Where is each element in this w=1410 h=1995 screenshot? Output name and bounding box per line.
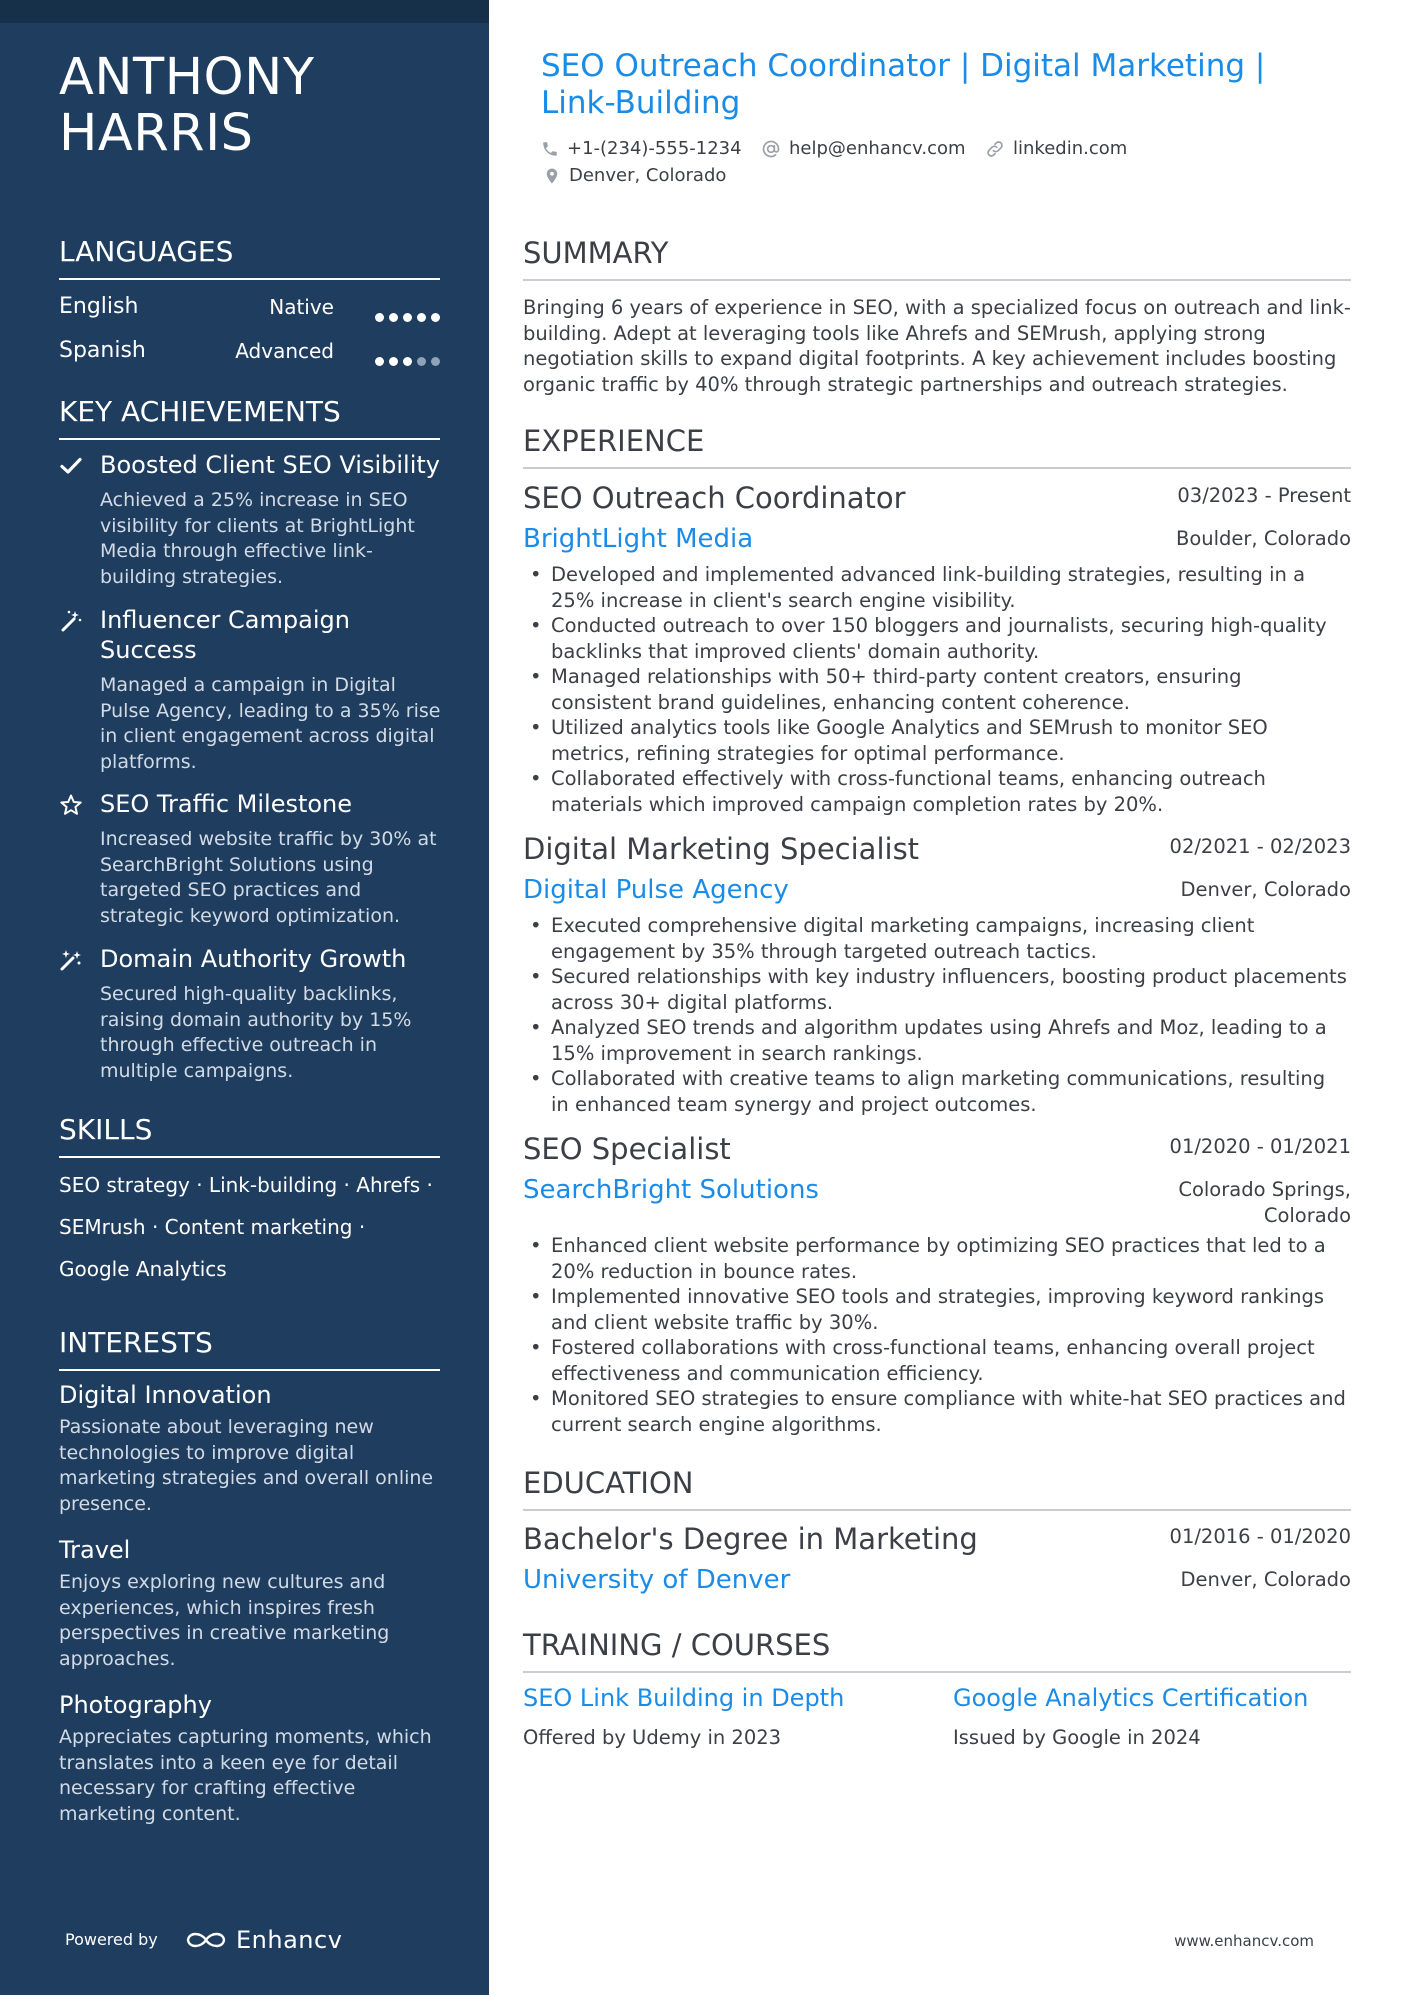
skills-line: SEO strategy · Link-building · Ahrefs ·	[59, 1173, 433, 1197]
skills-heading: SKILLS	[59, 1113, 440, 1158]
list-item: • Conducted outreach to over 150 bloggers and journalists, securing high-quality backlinks that improved clients' domain authority.	[528, 613, 1348, 664]
language-row	[59, 292, 440, 322]
list-item: • Executed comprehensive digital marketing campaigns, increasing client engagement by 35% through targeted outreach tactics.	[528, 913, 1348, 964]
headline: SEO Outreach Coordinator | Digital Marketing | Link-Building	[541, 48, 1266, 121]
language-name: English	[59, 294, 139, 319]
list-item: • Collaborated effectively with cross-functional teams, enhancing outreach materials which improved campaign completion rates by 20%.	[528, 766, 1348, 817]
list-item: • Managed relationships with 50+ third-party content creators, ensuring consistent brand guidelines, enhancing content coherence.	[528, 664, 1348, 715]
list-item: • Analyzed SEO trends and algorithm updates using Ahrefs and Moz, leading to a 15% improvement in search rankings.	[528, 1015, 1348, 1066]
course-description: Offered by Udemy in 2023	[523, 1726, 782, 1749]
experience-heading: EXPERIENCE	[523, 424, 1351, 469]
languages-heading: LANGUAGES	[59, 235, 440, 280]
list-item: • Implemented innovative SEO tools and strategies, improving keyword rankings and client website traffic by 30%.	[528, 1284, 1348, 1335]
job-location	[1178, 1177, 1351, 1229]
course-title[interactable]: Google Analytics Certification	[953, 1684, 1309, 1712]
achievement-title: Domain Authority Growth	[100, 945, 407, 973]
interest-item	[59, 1380, 440, 1517]
phone-icon	[541, 140, 559, 158]
linkedin-url: linkedin.com	[1013, 138, 1128, 159]
achievement-description: Achieved a 25% increase in SEO visibility for clients at BrightLight Media through effective link-building strategies.	[100, 489, 415, 588]
phone-number: +1-(234)-555-1234	[567, 138, 742, 159]
powered-by-label: Powered by	[65, 1930, 158, 1949]
contact-phone[interactable]	[541, 137, 742, 161]
list-item: • Secured relationships with key industry influencers, boosting product placements across 30+ digital platforms.	[528, 964, 1348, 1015]
degree-title: Bachelor's Degree in Marketing	[523, 1522, 978, 1556]
summary-heading: SUMMARY	[523, 236, 1351, 281]
interest-description: Appreciates capturing moments, which translates into a keen eye for detail necessary for crafting effective marketing content.	[59, 1726, 432, 1825]
job-company[interactable]: Digital Pulse Agency	[523, 875, 789, 905]
skills-line: Google Analytics	[59, 1257, 227, 1281]
job-title: SEO Outreach Coordinator	[523, 481, 906, 515]
name-last: HARRIS	[59, 104, 254, 163]
at-sign-icon	[761, 139, 781, 159]
language-name: Spanish	[59, 338, 146, 363]
list-item: • Developed and implemented advanced link-building strategies, resulting in a 25% increase in client's search engine visibility.	[528, 562, 1348, 613]
job-company[interactable]: SearchBright Solutions	[523, 1175, 819, 1205]
interest-title: Photography	[59, 1691, 212, 1719]
achievement-title: Boosted Client SEO Visibility	[100, 451, 440, 479]
contact-email[interactable]	[761, 137, 966, 161]
language-row	[59, 336, 440, 366]
link-icon	[985, 139, 1005, 159]
magic-wand-icon	[59, 609, 83, 633]
education-heading: EDUCATION	[523, 1466, 1351, 1511]
location-pin-icon	[543, 166, 561, 186]
job-bullets	[528, 562, 1348, 817]
achievement-title: Influencer Campaign Success	[100, 606, 350, 664]
job-dates: 03/2023 - Present	[1177, 484, 1351, 507]
job-location-line: Colorado	[1263, 1204, 1351, 1227]
list-item: • Fostered collaborations with cross-functional teams, enhancing overall project effectiveness and communication efficiency.	[528, 1335, 1348, 1386]
job-location: Boulder, Colorado	[1175, 527, 1351, 550]
achievements-heading: KEY ACHIEVEMENTS	[59, 395, 440, 440]
job-dates: 02/2021 - 02/2023	[1169, 835, 1351, 858]
footer-website[interactable]: www.enhancv.com	[1174, 1932, 1314, 1950]
skills-line: SEMrush · Content marketing ·	[59, 1215, 366, 1239]
list-item: • Utilized analytics tools like Google Analytics and SEMrush to monitor SEO metrics, refining strategies for optimal performance.	[528, 715, 1348, 766]
contact-linkedin[interactable]	[985, 137, 1127, 161]
location-text: Denver, Colorado	[569, 165, 727, 186]
candidate-name	[59, 50, 315, 162]
education-dates: 01/2016 - 01/2020	[1169, 1525, 1351, 1548]
job-company[interactable]: BrightLight Media	[523, 524, 754, 554]
language-proficiency-dots	[370, 345, 440, 357]
enhancv-brand-name: Enhancv	[236, 1926, 343, 1954]
interest-description: Enjoys exploring new cultures and experiences, which inspires fresh perspectives in creative marketing approaches.	[59, 1571, 390, 1670]
email-address: help@enhancv.com	[789, 138, 966, 159]
job-location-line: Colorado Springs,	[1178, 1178, 1351, 1201]
enhancv-logo[interactable]	[184, 1922, 342, 1958]
training-heading: TRAINING / COURSES	[523, 1628, 1351, 1673]
achievement-title: SEO Traffic Milestone	[100, 790, 353, 818]
sidebar-top-bar	[0, 0, 489, 23]
sidebar	[0, 0, 489, 1995]
list-item: • Monitored SEO strategies to ensure compliance with white-hat SEO practices and current search engine algorithms.	[528, 1386, 1348, 1437]
summary-text: Bringing 6 years of experience in SEO, with a specialized focus on outreach and link-building. Adept at leveraging tools like Ahrefs and SEMrush, applying strong negotiation skills to expand digital footprints. A key achievement includes boosting organic traffic by 40% through strategic partnerships and outreach strategies.	[523, 296, 1351, 396]
contact-location	[543, 164, 726, 188]
job-bullets	[528, 1233, 1348, 1437]
language-level: Native	[269, 295, 334, 319]
interest-description: Passionate about leveraging new technologies to improve digital marketing strategies and overall online presence.	[59, 1416, 434, 1515]
education-location: Denver, Colorado	[1180, 1568, 1351, 1591]
job-dates: 01/2020 - 01/2021	[1169, 1135, 1351, 1158]
check-icon	[59, 454, 83, 478]
achievement-description: Secured high-quality backlinks, raising domain authority by 15% through effective outreach in multiple campaigns.	[100, 983, 412, 1082]
interest-title: Travel	[59, 1536, 131, 1564]
star-icon	[59, 793, 83, 817]
skills-list	[59, 1164, 440, 1290]
enhancv-logo-icon	[184, 1928, 228, 1952]
job-title: SEO Specialist	[523, 1132, 731, 1166]
school-name[interactable]: University of Denver	[523, 1565, 791, 1595]
achievement-description: Increased website traffic by 30% at SearchBright Solutions using targeted SEO practices and strategic keyword optimization.	[100, 828, 437, 927]
wand-sparkle-icon	[59, 948, 83, 972]
list-item: • Enhanced client website performance by optimizing SEO practices that led to a 20% reduction in bounce rates.	[528, 1233, 1348, 1284]
language-proficiency-dots	[370, 301, 440, 313]
interest-item	[59, 1690, 440, 1827]
course-title[interactable]: SEO Link Building in Depth	[523, 1684, 845, 1712]
course-description: Issued by Google in 2024	[953, 1726, 1201, 1749]
achievement-description: Managed a campaign in Digital Pulse Agency, leading to a 35% rise in client engagement across digital platforms.	[100, 674, 441, 773]
job-location: Denver, Colorado	[1180, 878, 1351, 901]
interests-heading: INTERESTS	[59, 1326, 440, 1371]
language-level: Advanced	[235, 339, 334, 363]
job-title: Digital Marketing Specialist	[523, 832, 920, 866]
job-bullets	[528, 913, 1348, 1117]
name-first: ANTHONY	[59, 48, 315, 107]
list-item: • Collaborated with creative teams to align marketing communications, resulting in enhanced team synergy and project outcomes.	[528, 1066, 1348, 1117]
interest-item	[59, 1535, 440, 1672]
interest-title: Digital Innovation	[59, 1381, 272, 1409]
